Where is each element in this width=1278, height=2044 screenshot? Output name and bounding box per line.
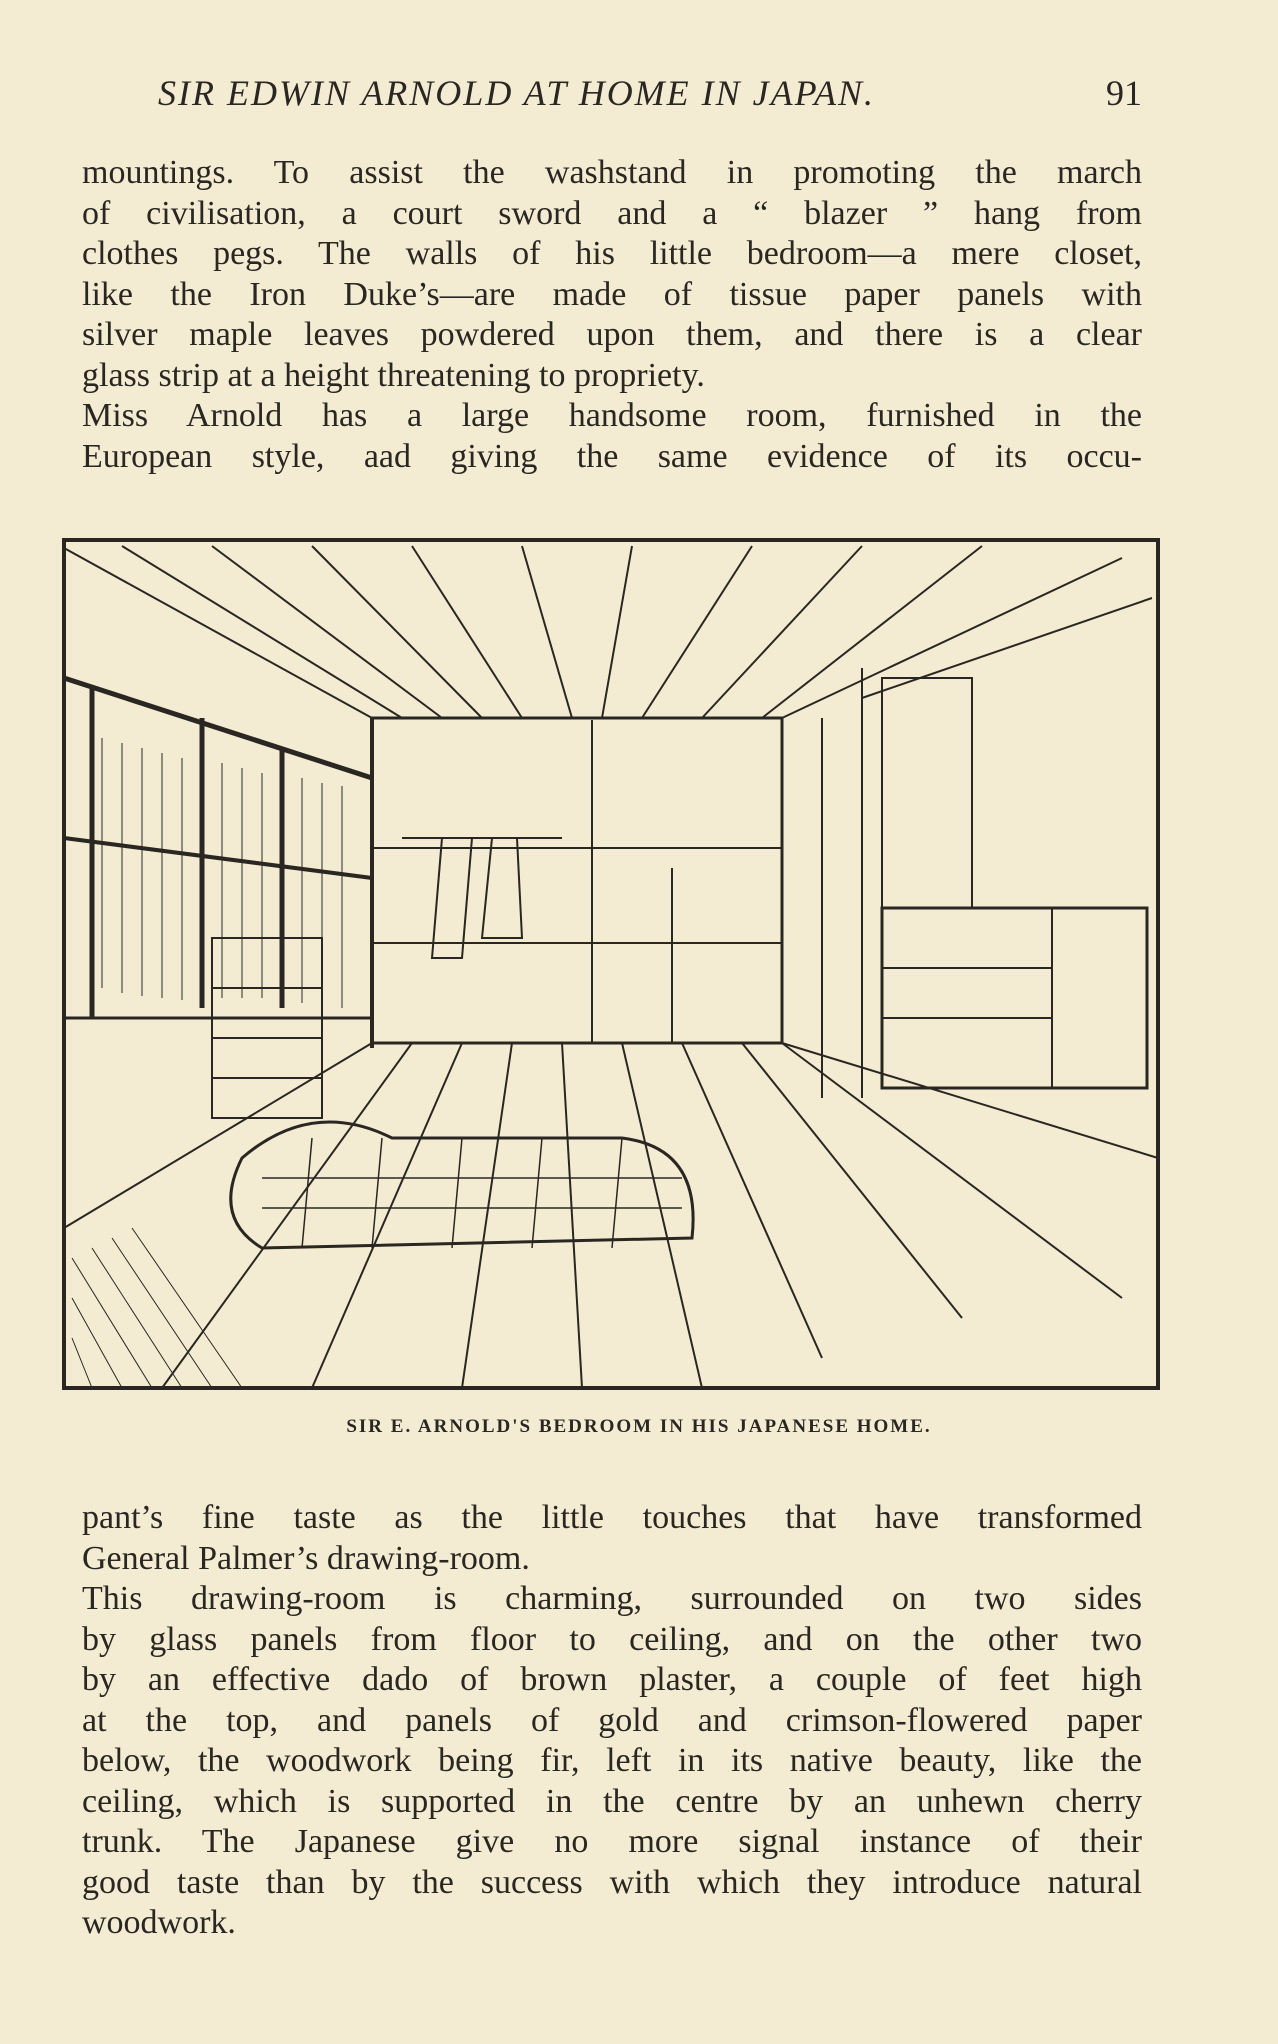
text-line: at the top, and panels of gold and crimson-flowered paper	[82, 1701, 1142, 1739]
text-line: by glass panels from floor to ceiling, and on the other two	[82, 1620, 1142, 1658]
bedroom-illustration	[62, 538, 1162, 1400]
text-line: ceiling, which is supported in the centre by an unhewn cherry	[82, 1782, 1142, 1820]
text-line: mountings. To assist the washstand in promoting the march	[82, 154, 1142, 191]
body-paragraph-2	[82, 1498, 1142, 1944]
text-line: good taste than by the success with which they introduce natural	[82, 1863, 1142, 1901]
text-line: glass strip at a height threatening to propriety.	[82, 356, 705, 394]
text-line: clothes pegs. The walls of his little bedroom—a mere closet,	[82, 235, 1142, 272]
body-paragraph-1	[82, 153, 1142, 477]
figure-caption: SIR E. ARNOLD'S BEDROOM IN HIS JAPANESE HOME.	[346, 1416, 932, 1437]
text-line: silver maple leaves powdered upon them, and there is a clear	[82, 316, 1142, 353]
text-line: woodwork.	[82, 1904, 236, 1941]
text-line: This drawing-room is charming, surrounded on two sides	[82, 1580, 1142, 1617]
text-line: trunk. The Japanese give no more signal instance of their	[82, 1823, 1142, 1860]
running-head-title: SIR EDWIN ARNOLD AT HOME IN JAPAN.	[158, 73, 875, 113]
text-line: European style, aad giving the same evidence of its occu-	[82, 437, 1142, 475]
text-line: pant’s fine taste as the little touches that have transformed	[82, 1499, 1142, 1536]
text-line: like the Iron Duke’s—are made of tissue paper panels with	[82, 275, 1142, 313]
text-line: below, the woodwork being fir, left in its native beauty, like the	[82, 1742, 1142, 1779]
text-line: of civilisation, a court sword and a “ blazer ” hang from	[82, 194, 1142, 232]
running-header	[80, 72, 1142, 124]
bedroom-engraving	[62, 538, 1162, 1400]
text-line: Miss Arnold has a large handsome room, furnished in the	[82, 397, 1142, 434]
page-number: 91	[1106, 73, 1142, 113]
text-line: by an effective dado of brown plaster, a couple of feet high	[82, 1661, 1142, 1698]
text-line: General Palmer’s drawing-room.	[82, 1539, 530, 1577]
